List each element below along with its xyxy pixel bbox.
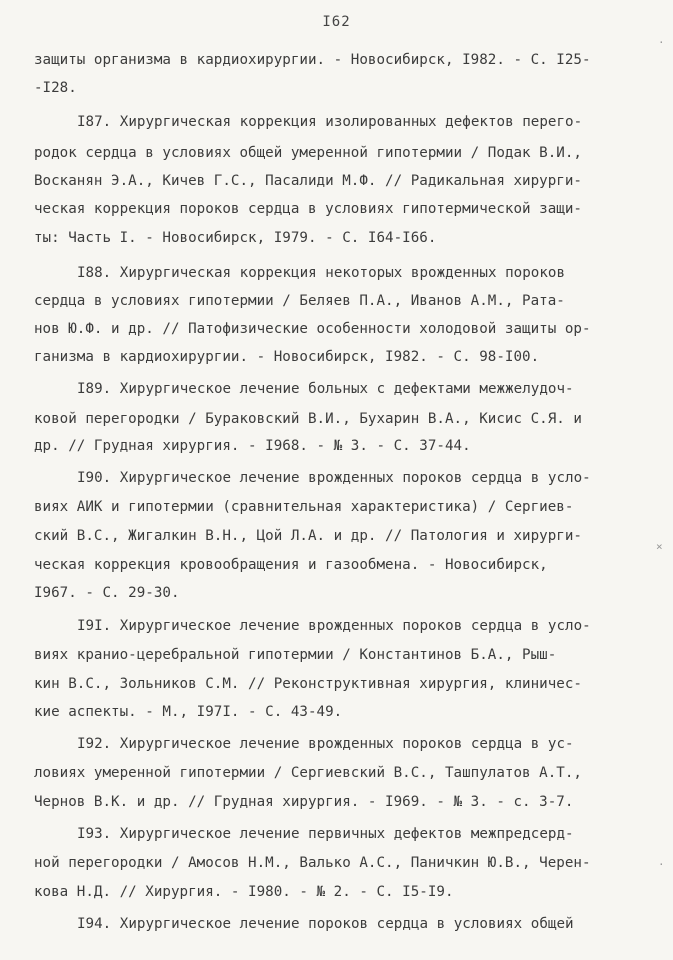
text-line: ты: Часть I. - Новосибирск, I979. - С. I64-I66. xyxy=(34,230,437,246)
text-line: I88. Хирургическая коррекция некоторых врожденных пороков xyxy=(77,265,566,281)
text-line: I9I. Хирургическое лечение врожденных пороков сердца в усло- xyxy=(77,618,591,634)
text-line: I89. Хирургическое лечение больных с дефектами межжелудоч- xyxy=(77,381,574,397)
text-line: I87. Хирургическая коррекция изолированных дефектов перего- xyxy=(77,114,583,130)
text-line: родок сердца в условиях общей умеренной гипотермии / Подак В.И., xyxy=(34,145,582,161)
text-line: ский В.С., Жигалкин В.Н., Цой Л.А. и др. // Патология и хирурги- xyxy=(34,528,582,544)
text-line: др. // Грудная хирургия. - I968. - № 3. - С. 37-44. xyxy=(34,438,471,454)
text-line: ловиях умеренной гипотермии / Сергиевский В.С., Ташпулатов А.Т., xyxy=(34,765,582,781)
text-line: I94. Хирургическое лечение пороков сердца в условиях общей xyxy=(77,916,574,932)
scan-speck: × xyxy=(656,540,663,553)
text-line: Чернов В.К. и др. // Грудная хирургия. - I969. - № 3. - с. 3-7. xyxy=(34,794,574,810)
text-line: сердца в условиях гипотермии / Беляев П.А., Иванов А.М., Рата- xyxy=(34,293,565,309)
text-line: виях АИК и гипотермии (сравнительная характеристика) / Сергиев- xyxy=(34,499,574,515)
text-line: ганизма в кардиохирургии. - Новосибирск, I982. - С. 98-I00. xyxy=(34,349,540,365)
text-line: нов Ю.Ф. и др. // Патофизические особенности холодовой защиты ор- xyxy=(34,321,591,337)
text-line: -I28. xyxy=(34,80,77,96)
text-line: I90. Хирургическое лечение врожденных пороков сердца в усло- xyxy=(77,470,591,486)
scan-speck: · xyxy=(658,858,665,871)
text-line: I967. - С. 29-30. xyxy=(34,585,180,601)
scan-speck: · xyxy=(658,36,665,49)
text-line: ной перегородки / Амосов Н.М., Валько А.С., Паничкин Ю.В., Черен- xyxy=(34,855,591,871)
text-line: I93. Хирургическое лечение первичных дефектов межпредсерд- xyxy=(77,826,574,842)
text-line: кие аспекты. - М., I97I. - С. 43-49. xyxy=(34,704,343,720)
text-line: кова Н.Д. // Хирургия. - I980. - № 2. - С. I5-I9. xyxy=(34,884,454,900)
text-line: I92. Хирургическое лечение врожденных пороков сердца в ус- xyxy=(77,736,574,752)
text-line: ческая коррекция пороков сердца в условиях гипотермической защи- xyxy=(34,201,582,217)
page-number: I62 xyxy=(322,14,351,30)
text-line: кин В.С., Зольников С.М. // Реконструктивная хирургия, клиничес- xyxy=(34,676,582,692)
text-line: Восканян Э.А., Кичев Г.С., Пасалиди М.Ф. // Радикальная хирурги- xyxy=(34,173,582,189)
text-line: защиты организма в кардиохирургии. - Новосибирск, I982. - С. I25- xyxy=(34,52,591,68)
text-line: ческая коррекция кровообращения и газообмена. - Новосибирск, xyxy=(34,557,548,573)
text-line: ковой перегородки / Бураковский В.И., Бухарин В.А., Кисис С.Я. и xyxy=(34,411,582,427)
text-line: виях кранио-церебральной гипотермии / Константинов Б.А., Рыш- xyxy=(34,647,557,663)
